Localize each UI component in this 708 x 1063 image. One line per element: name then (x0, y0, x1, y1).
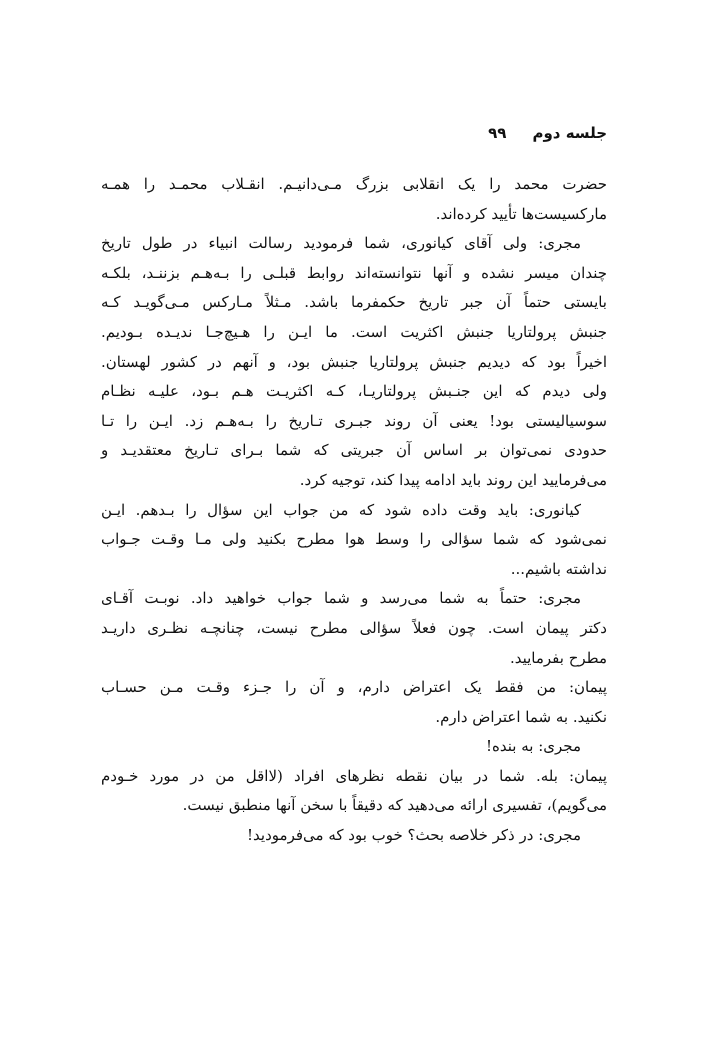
text-line: کیانوری: باید وقت داده شود که من جواب این سؤال را بـدهم. ایـن (101, 500, 581, 519)
text-line: مارکسیست‌ها تأیید کرده‌اند. (435, 204, 607, 223)
paragraph (101, 170, 607, 229)
paragraph (101, 584, 607, 673)
text-line: اخیراً بود که دیدیم جنبش پرولتاریا جنبش بود، و آنهم در کشور لهستان. (101, 352, 607, 371)
text-line: مجری: در ذکر خلاصه بحث؟ خوب بود که می‌فرمودید! (247, 826, 581, 845)
text-line: حدودی نمی‌توان بر اساس آن جبریتی که شما بـرای تـاریخ معتقدیـد و (101, 441, 607, 460)
text-line: نداشته باشیم... (510, 559, 607, 578)
text-line: می‌فرمایید این روند باید ادامه پیدا کند، توجیه کرد. (299, 470, 607, 489)
body-text (101, 170, 607, 851)
paragraph (101, 496, 607, 585)
text-line: دکتر پیمان است. چون فعلاً سؤالی مطرح نیست، چنانچـه نظـری داریـد (101, 618, 607, 637)
text-line: مجری: حتماً به شما می‌رسد و شما جواب خواهید داد. نوبـت آقـای (101, 589, 581, 608)
text-line: نکنید. به شما اعتراض دارم. (435, 707, 607, 726)
paragraph (101, 229, 607, 495)
paragraph (101, 821, 607, 851)
running-title: جلسه دوم (532, 124, 607, 142)
text-line: ولی دیدم که این جنـبش پرولتاریـا، کـه اکثریـت هـم بـود، علیـه نظـام (101, 382, 607, 401)
paragraph (101, 762, 607, 821)
text-line: مجری: به بنده! (485, 737, 581, 756)
text-line: مطرح بفرمایید. (509, 648, 607, 667)
text-line: پیمان: بله. شما در بیان نقطه نظرهای افراد (لااقل من در مورد خـودم (101, 766, 607, 785)
text-line: مجری: ولی آقای کیانوری، شما فرمودید رسالت انبیاء در طول تاریخ (101, 234, 581, 253)
text-line: جنبش پرولتاریا جنبش اکثریت است. ما ایـن را هـیچ‌جـا ندیـده بـودیم. (101, 322, 607, 341)
text-line: نمی‌شود که شما سؤالی را وسط هوا مطرح بکنید ولی مـا وقـت جـواب (101, 530, 607, 549)
text-line: بایستی حتماً آن جبر تاریخ حکمفرما باشد. مـثلاً مـارکس مـی‌گویـد کـه (101, 293, 607, 312)
text-line: می‌گویم)، تفسیری ارائه می‌دهید که دقیقاً با سخن آنها منطبق نیست. (182, 796, 607, 815)
paragraph (101, 673, 607, 732)
text-line: حضرت محمد را یک انقلابی بزرگ مـی‌دانیـم. انقـلاب محمـد را همـه (101, 175, 607, 193)
text-line: چندان میسر نشده و آنها نتوانسته‌اند روابط قبلـی را بـه‌هـم بزننـد، بلکـه (101, 263, 607, 282)
text-line: پیمان: من فقط یک اعتراض دارم، و آن را جـزء وقـت مـن حسـاب (101, 678, 607, 697)
paragraph (101, 732, 607, 762)
text-line: سوسیالیستی بود! یعنی آن روند جبـری تـاریخ را بـه‌هـم زد. ایـن را تـا (101, 411, 607, 430)
page-number: ۹۹ (488, 124, 507, 142)
running-header (103, 118, 607, 148)
